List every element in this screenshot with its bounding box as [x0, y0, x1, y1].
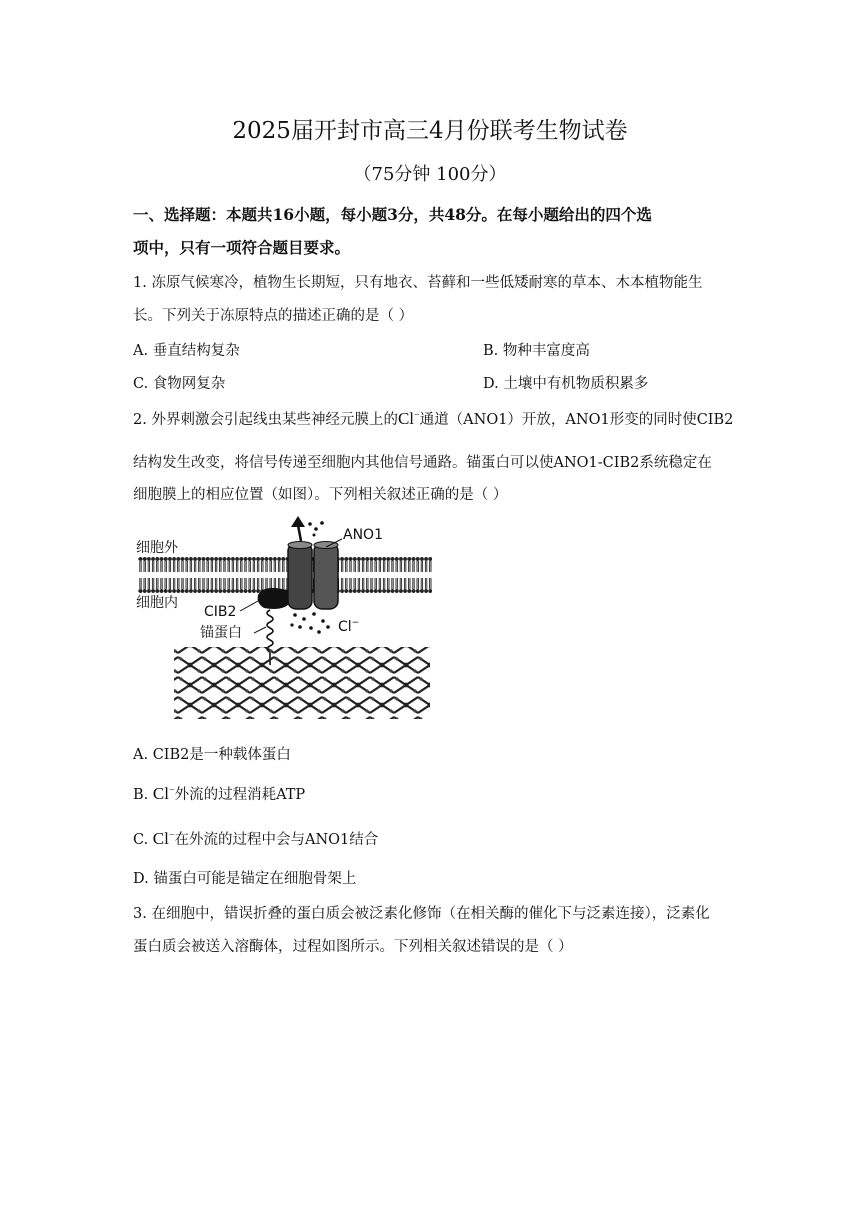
q1-option-a: A. 垂直结构复杂: [133, 343, 240, 359]
q2-stem-line1: [133, 408, 733, 429]
section-heading-line2: 项中，只有一项符合题目要求。: [133, 238, 351, 257]
q2-option-d: D. 锚蛋白可能是锚定在细胞骨架上: [133, 871, 357, 887]
label-ankyrin: 锚蛋白: [200, 625, 242, 641]
q1-option-c: C. 食物网复杂: [133, 376, 226, 392]
q2-option-a: A. CIB2是一种载体蛋白: [133, 747, 291, 763]
label-chloride: Cl−: [338, 618, 360, 635]
q1-option-b: B. 物种丰富度高: [483, 343, 590, 359]
membrane-channel-figure: [130, 515, 450, 725]
section-heading-line1: 一、选择题：本题共16小题，每小题3分，共48分。在每小题给出的四个选: [133, 205, 652, 224]
q1-option-d: D. 土壤中有机物质积累多: [483, 376, 649, 392]
page-title: 2025届开封市高三4月份联考生物试卷: [232, 118, 628, 144]
cytoskeleton: [174, 647, 430, 719]
cib2-protein: [258, 588, 288, 609]
efflux-arrow-icon: [291, 516, 305, 527]
q2-stem-line3: 细胞膜上的相应位置（如图）。下列相关叙述正确的是（ ）: [133, 487, 508, 503]
q3-stem-line1: 3. 在细胞中，错误折叠的蛋白质会被泛素化修饰（在相关酶的催化下与泛素连接），泛素化: [133, 906, 710, 922]
q2-stem-pre: 2. 外界刺激会引起线虫某些神经元膜上的: [133, 412, 398, 428]
label-cib2: CIB2: [204, 604, 237, 620]
label-ano1: ANO1: [343, 527, 383, 543]
label-inside: 细胞内: [136, 595, 178, 611]
q2-option-b: B. Cl−外流的过程消耗ATP: [133, 784, 306, 803]
q1-stem-line1: 1. 冻原气候寒冷，植物生长期短，只有地衣、苔藓和一些低矮耐寒的草本、木本植物能生: [133, 275, 703, 291]
q2-stem-post: 通道（ANO1）开放，ANO1形变的同时使CIB2: [419, 412, 734, 428]
q3-stem-line2: 蛋白质会被送入溶酶体，过程如图所示。下列相关叙述错误的是（ ）: [133, 939, 573, 955]
q2-stem-line2: 结构发生改变，将信号传递至细胞内其他信号通路。锚蛋白可以使ANO1-CIB2系统稳定在: [133, 455, 712, 471]
page-subtitle: （75分钟 100分）: [353, 164, 507, 185]
label-outside: 细胞外: [136, 540, 178, 556]
q2-option-c: C. Cl−在外流的过程中会与ANO1结合: [133, 829, 379, 848]
chloride-symbol: Cl−: [397, 409, 420, 428]
q1-stem-line2: 长。下列关于冻原特点的描述正确的是（ ）: [133, 308, 414, 324]
